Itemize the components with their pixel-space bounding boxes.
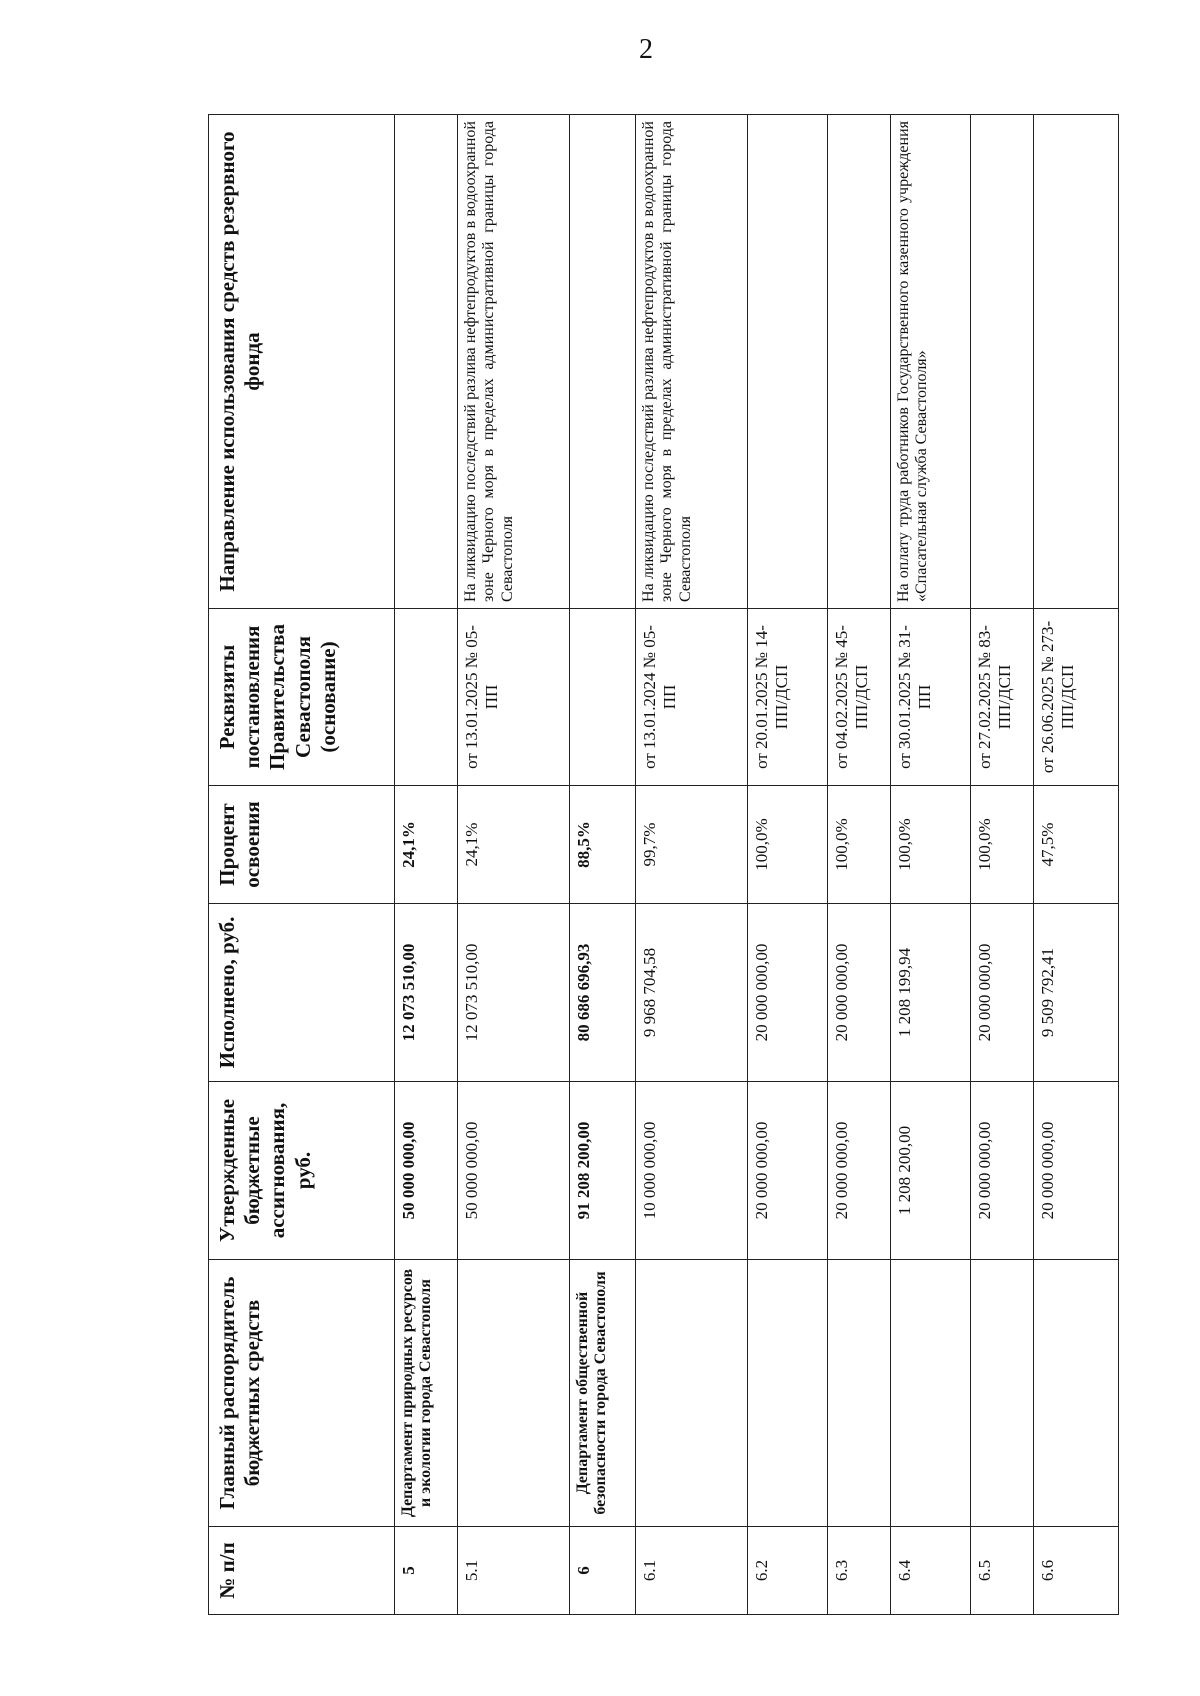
header-row <box>209 115 395 1615</box>
row-manager: Департамент общественной безопасности города Севастополя <box>570 1260 636 1527</box>
row-manager <box>891 1260 971 1527</box>
header-decree: Реквизиты постановления Правительства Севастополя (основание) <box>209 609 395 786</box>
row-executed: 12 073 510,00 <box>395 904 458 1082</box>
row-decree: от 04.02.2025 № 45-ПП/ДСП <box>828 609 891 786</box>
row-approved: 20 000 000,00 <box>971 1082 1034 1260</box>
table-row <box>636 115 748 1615</box>
row-direction <box>570 115 636 609</box>
row-decree <box>395 609 458 786</box>
row-manager <box>458 1260 570 1527</box>
row-percent: 100,0% <box>748 786 828 904</box>
row-direction: На оплату труда работников Государственного казенного учреждения «Спасательная служба Севастополя» <box>891 115 971 609</box>
row-approved: 10 000 000,00 <box>636 1082 748 1260</box>
row-executed: 20 000 000,00 <box>971 904 1034 1082</box>
row-num: 6 <box>570 1527 636 1615</box>
header-executed: Исполнено, руб. <box>209 904 395 1082</box>
row-percent: 100,0% <box>891 786 971 904</box>
row-num: 5.1 <box>458 1527 570 1615</box>
row-percent: 24,1% <box>395 786 458 904</box>
row-approved: 20 000 000,00 <box>828 1082 891 1260</box>
row-approved: 20 000 000,00 <box>1034 1082 1119 1260</box>
row-direction <box>971 115 1034 609</box>
row-percent: 100,0% <box>828 786 891 904</box>
row-manager <box>1034 1260 1119 1527</box>
row-executed: 12 073 510,00 <box>458 904 570 1082</box>
row-decree: от 13.01.2024 № 05-ПП <box>636 609 748 786</box>
table-row <box>971 115 1034 1615</box>
row-executed: 80 686 696,93 <box>570 904 636 1082</box>
header-direction: Направление использования средств резервного фонда <box>209 115 395 609</box>
table-row <box>395 115 458 1615</box>
row-direction <box>828 115 891 609</box>
row-executed: 20 000 000,00 <box>828 904 891 1082</box>
row-direction: На ликвидацию последствий разлива нефтепродуктов в водоохранной зоне Черного моря в пределах административной границы города Севастополя <box>458 115 570 609</box>
row-approved: 50 000 000,00 <box>458 1082 570 1260</box>
page-number: 2 <box>639 34 653 65</box>
row-manager <box>636 1260 748 1527</box>
row-decree: от 30.01.2025 № 31-ПП <box>891 609 971 786</box>
rotated-table-container <box>208 115 1118 1615</box>
table-row <box>828 115 891 1615</box>
table-row <box>1034 115 1119 1615</box>
row-num: 6.4 <box>891 1527 971 1615</box>
row-approved: 1 208 200,00 <box>891 1082 971 1260</box>
row-manager <box>748 1260 828 1527</box>
table-row <box>748 115 828 1615</box>
row-manager: Департамент природных ресурсов и экологии города Севастополя <box>395 1260 458 1527</box>
row-num: 6.3 <box>828 1527 891 1615</box>
header-manager: Главный распорядитель бюджетных средств <box>209 1260 395 1527</box>
row-num: 5 <box>395 1527 458 1615</box>
table-row <box>458 115 570 1615</box>
row-num: 6.2 <box>748 1527 828 1615</box>
header-approved: Утвержденные бюджетные ассигнования, руб. <box>209 1082 395 1260</box>
row-percent: 99,7% <box>636 786 748 904</box>
row-direction <box>748 115 828 609</box>
row-direction <box>395 115 458 609</box>
header-num: № п/п <box>209 1527 395 1615</box>
row-num: 6.5 <box>971 1527 1034 1615</box>
reserve-fund-table <box>208 114 1119 1615</box>
row-decree: от 26.06.2025 № 273-ПП/ДСП <box>1034 609 1119 786</box>
row-percent: 88,5% <box>570 786 636 904</box>
row-num: 6.1 <box>636 1527 748 1615</box>
row-manager <box>828 1260 891 1527</box>
row-decree <box>570 609 636 786</box>
row-num: 6.6 <box>1034 1527 1119 1615</box>
row-executed: 9 968 704,58 <box>636 904 748 1082</box>
row-percent: 100,0% <box>971 786 1034 904</box>
row-executed: 9 509 792,41 <box>1034 904 1119 1082</box>
row-executed: 20 000 000,00 <box>748 904 828 1082</box>
row-approved: 91 208 200,00 <box>570 1082 636 1260</box>
row-decree: от 27.02.2025 № 83-ПП/ДСП <box>971 609 1034 786</box>
row-approved: 50 000 000,00 <box>395 1082 458 1260</box>
row-percent: 47,5% <box>1034 786 1119 904</box>
row-executed: 1 208 199,94 <box>891 904 971 1082</box>
row-percent: 24,1% <box>458 786 570 904</box>
table-row <box>891 115 971 1615</box>
table-row <box>570 115 636 1615</box>
row-direction <box>1034 115 1119 609</box>
row-direction: На ликвидацию последствий разлива нефтепродуктов в водоохранной зоне Черного моря в пределах административной границы города Севастополя <box>636 115 748 609</box>
row-decree: от 13.01.2025 № 05-ПП <box>458 609 570 786</box>
row-decree: от 20.01.2025 № 14-ПП/ДСП <box>748 609 828 786</box>
header-percent: Процент освоения <box>209 786 395 904</box>
row-approved: 20 000 000,00 <box>748 1082 828 1260</box>
row-manager <box>971 1260 1034 1527</box>
